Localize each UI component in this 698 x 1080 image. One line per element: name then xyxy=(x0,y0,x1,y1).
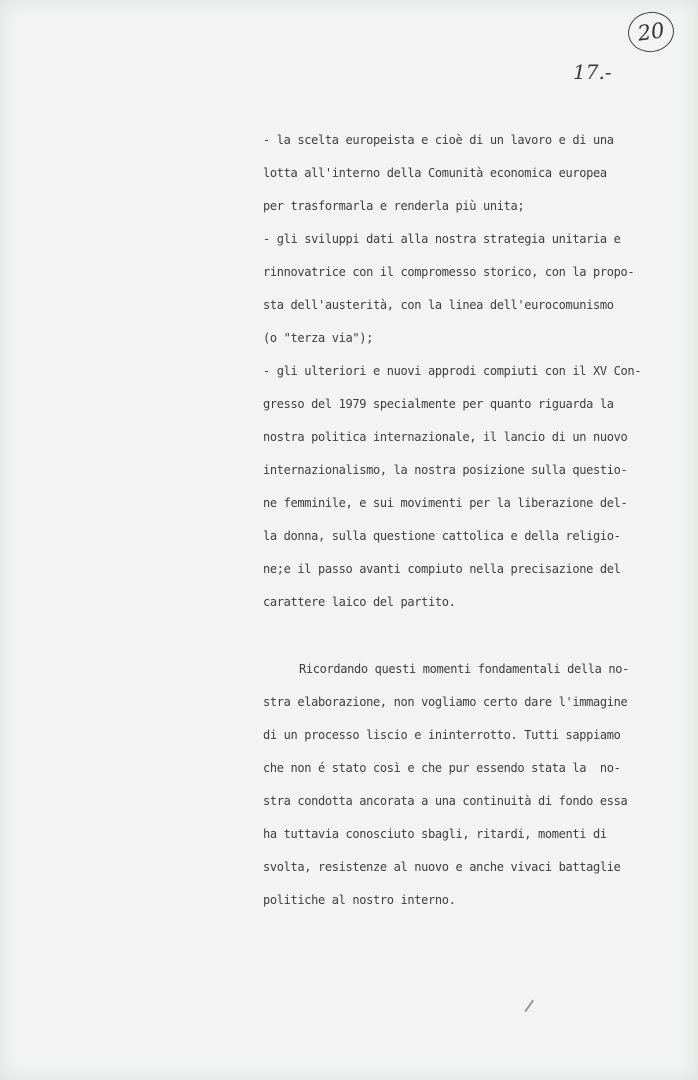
text-line: gresso del 1979 specialmente per quanto riguarda la xyxy=(263,397,614,411)
text-line: - gli ulteriori e nuovi approdi compiuti con il XV Con- xyxy=(263,364,642,378)
circled-page-annotation: 20 xyxy=(625,9,676,55)
text-line: politiche al nostro interno. xyxy=(263,893,456,907)
text-line: carattere laico del partito. xyxy=(263,595,456,609)
body-text xyxy=(263,128,673,921)
text-line: che non é stato così e che pur essendo stata la no- xyxy=(263,761,621,775)
text-line: ha tuttavia conosciuto sbagli, ritardi, momenti di xyxy=(263,827,607,841)
text-line: (o "terza via"); xyxy=(263,331,373,345)
text-line: sta dell'austerità, con la linea dell'eurocomunismo xyxy=(263,298,614,312)
text-line: per trasformarla e renderla più unita; xyxy=(263,199,525,213)
paragraph-gap xyxy=(263,623,673,657)
text-line: stra elaborazione, non vogliamo certo dare l'immagine xyxy=(263,695,628,709)
text-line: ne;e il passo avanti compiuto nella precisazione del xyxy=(263,562,621,576)
text-line: stra condotta ancorata a una continuità di fondo essa xyxy=(263,794,628,808)
text-line: di un processo liscio e ininterrotto. Tutti sappiamo xyxy=(263,728,621,742)
text-line: ne femminile, e sui movimenti per la liberazione del- xyxy=(263,496,628,510)
text-line: Ricordando questi momenti fondamentali della no- xyxy=(299,662,629,676)
text-line: - la scelta europeista e cioè di un lavoro e di una xyxy=(263,133,614,147)
text-line: internazionalismo, la nostra posizione sulla questio- xyxy=(263,463,628,477)
text-line: la donna, sulla questione cattolica e della religio- xyxy=(263,529,621,543)
text-line: nostra politica internazionale, il lancio di un nuovo xyxy=(263,430,628,444)
paragraph-1 xyxy=(263,128,673,623)
text-line: - gli sviluppi dati alla nostra strategia unitaria e xyxy=(263,232,621,246)
pen-stroke-mark xyxy=(524,1000,533,1012)
text-line: lotta all'interno della Comunità economica europea xyxy=(263,166,607,180)
text-line: rinnovatrice con il compromesso storico, con la propo- xyxy=(263,265,635,279)
paragraph-2 xyxy=(263,657,673,921)
text-line: svolta, resistenze al nuovo e anche vivaci battaglie xyxy=(263,860,621,874)
page-number: 17.- xyxy=(573,60,612,84)
